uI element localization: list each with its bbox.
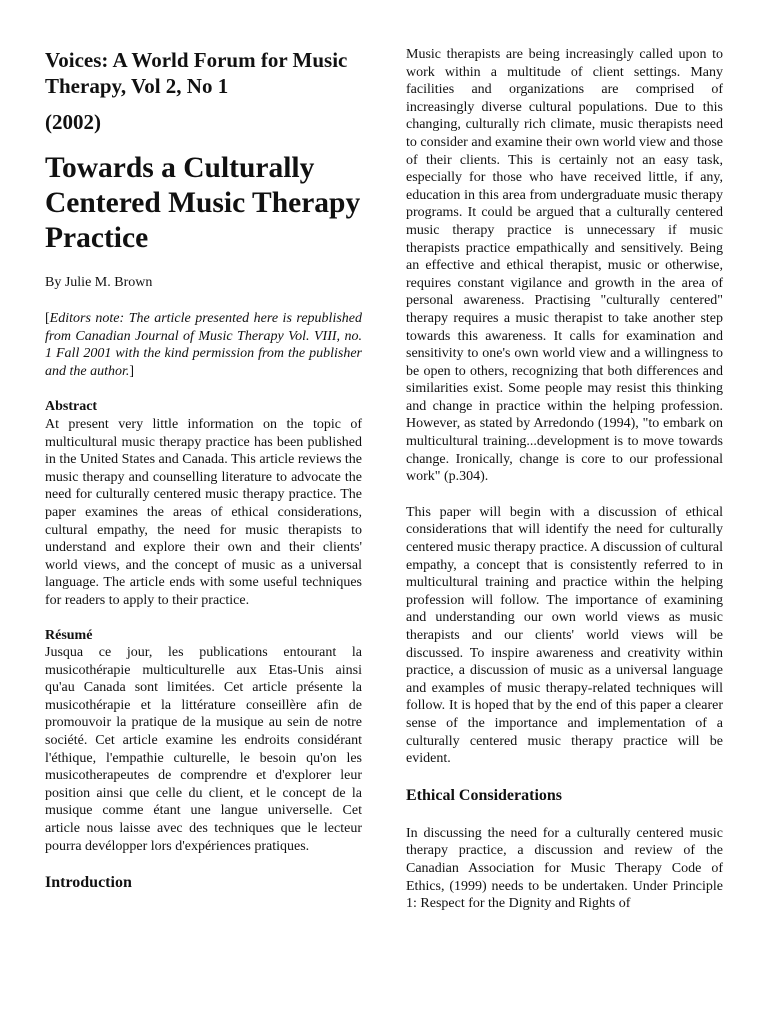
body-paragraph-1: Music therapists are being increasingly called upon to work within a multitude of client settings. Many facilities and organizations are comprised of increasingly diverse cultural populations. Due to this changing, culturally rich climate, music therapists need to consider and examine their own world view and those of their clients. This is certainly not an easy task, especially for those who have received little, if any, education in this area from undergraduate music therapy programs. It could be argued that a culturally centered music therapy practice is unnecessary if music therapists practice empathically and sensitively. Being an effective and ethical therapist, music or otherwise, requires constant vigilance and growth in the area of personal awareness. Practising "culturally centered" therapy requires a music therapist to take another step towards this awareness. It calls for examination and sensitivity to one's own world view and a willingness to be open to others, recognizing that both differences and similarities exist. Some people may resist this thinking and change in practice within the helping profession. However, as stated by Arredondo (1994), "to embark on multicultural training...development is to move towards change. Ironically, change is core to our professional work" (p.304). (406, 47, 723, 485)
editor-note (45, 310, 362, 380)
left-column (45, 0, 362, 893)
resume-text: Jusqua ce jour, les publications entourant la musicothérapie multiculturelle aux Etas-Unis ainsi qu'au Canada sont limitées. Cet article présente la musicothérapie et la littérature conseillère afin de promouvoir la pratique de la musique au sein de notre société. Cet article examine les endroits considérant l'éthique, l'empathie culturelle, le besoin qu'on les musicotherapeutes de comprendre et d'explorer leur position ainsi que celle du client, et le concept de la musique comme étant une langue universelle. Cet article nous laisse avec des techniques que le lecteur pourra devélopper lors d'expériences pratiques. (45, 645, 362, 854)
editor-note-open-bracket: [ (45, 311, 50, 326)
journal-year: (2002) (45, 110, 101, 134)
abstract-text: At present very little information on the topic of multicultural music therapy practice has been published in the United States and Canada. This article reviews the music therapy and counselling literature to advocate the need for culturally centered music therapy practice. The paper examines the areas of ethical considerations, cultural empathy, the need for music therapists to understand and explore their own and their clients' world views, and the concept of music as a universal language. The article ends with some useful techniques for readers to apply to their practice. (45, 416, 362, 608)
ethical-considerations-heading: Ethical Considerations (406, 786, 563, 804)
right-column (406, 0, 723, 913)
abstract-heading: Abstract (45, 399, 98, 415)
resume-heading: Résumé (45, 627, 93, 643)
introduction-heading: Introduction (45, 874, 132, 892)
body-paragraph-3: In discussing the need for a culturally centered music therapy practice, a discussion and review of the Canadian Association for Music Therapy Code of Ethics, (1999) needs to be undertaken. Under Principle 1: Respect for the Dignity and Rights of (406, 825, 723, 912)
journal-name: Voices: A World Forum for Music Therapy, Vol 2, No 1 (45, 48, 348, 98)
editor-note-text: Editors note: The article presented here is republished from Canadian Journal of Music Therapy Vol. VIII, no. 1 Fall 2001 with the kind permission from the publisher and the author. (45, 311, 362, 379)
article-title: Towards a Culturally Centered Music Therapy Practice (45, 152, 361, 254)
body-paragraph-2: This paper will begin with a discussion of ethical considerations that will identify the need for culturally centered music therapy practice. A discussion of cultural empathy, a concept that is consistently referred to in multicultural training and practice within the helping profession will follow. The importance of examining and understanding our own world views as music therapists and our clients' world views will be discussed. To inspire awareness and creativity within practice, a discussion of music as a universal language and examples of music therapy-related techniques will follow. It is hoped that by the end of this paper a clearer sense of the importance and implementation of a culturally centered music therapy practice will be evident. (406, 504, 723, 767)
byline: By Julie M. Brown (45, 275, 153, 290)
editor-note-close-bracket: ] (129, 363, 135, 379)
